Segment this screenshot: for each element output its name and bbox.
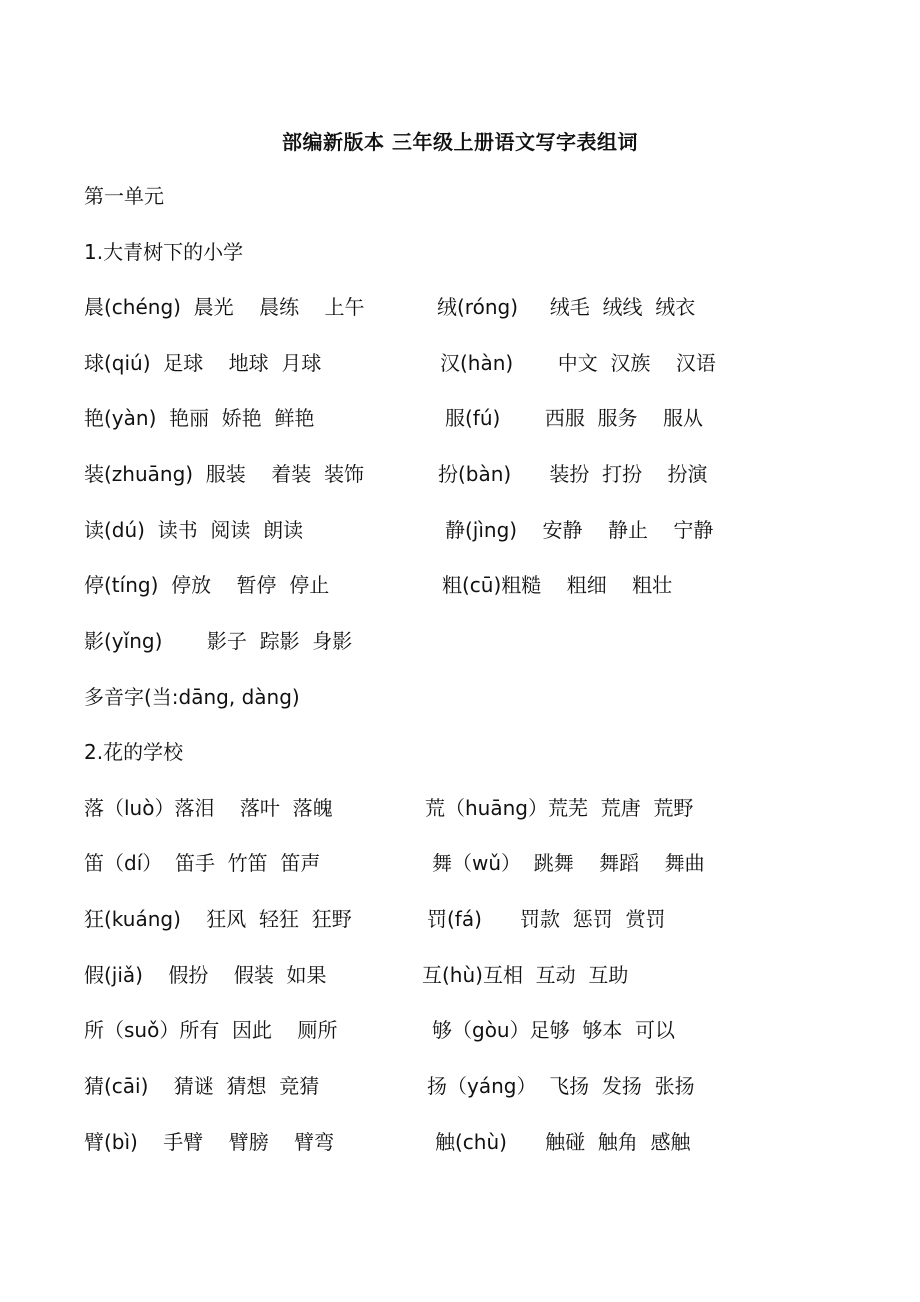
lesson2-row4-left: 假(jiǎ) 假扮 假装 如果 <box>84 963 327 987</box>
unit-heading: 第一单元 <box>84 184 164 208</box>
lesson2-row7-left: 臂(bì) 手臂 臂膀 臂弯 <box>84 1130 335 1154</box>
lesson1-row3-right: 服(fú) 西服 服务 服从 <box>445 406 703 430</box>
lesson1-row6-right: 粗(cū)粗糙 粗细 粗壮 <box>442 573 673 597</box>
lesson2-row3-right: 罚(fá) 罚款 惩罚 赏罚 <box>427 907 666 931</box>
lesson2-row6-left: 猜(cāi) 猜谜 猜想 竞猜 <box>84 1074 320 1098</box>
lesson2-row2-right: 舞（wǔ） 跳舞 舞蹈 舞曲 <box>432 851 705 875</box>
lesson1-row2-right: 汉(hàn) 中文 汉族 汉语 <box>440 351 716 375</box>
lesson2-row1-right: 荒（huāng）荒芜 荒唐 荒野 <box>425 796 694 820</box>
lesson2-row2-left: 笛（dí） 笛手 竹笛 笛声 <box>84 851 321 875</box>
page-title: 部编新版本 三年级上册语文写字表组词 <box>282 130 638 154</box>
lesson1-row5-left: 读(dú) 读书 阅读 朗读 <box>84 518 304 542</box>
lesson1-heading: 1.大青树下的小学 <box>84 240 244 264</box>
lesson1-row4-right: 扮(bàn) 装扮 打扮 扮演 <box>438 462 708 486</box>
lesson2-row3-left: 狂(kuáng) 狂风 轻狂 狂野 <box>84 907 352 931</box>
lesson2-row5-left: 所（suǒ）所有 因此 厕所 <box>84 1018 338 1042</box>
lesson2-row1-left: 落（luò）落泪 落叶 落魄 <box>84 796 333 820</box>
lesson1-row1-left: 晨(chéng) 晨光 晨练 上午 <box>84 295 365 319</box>
lesson1-row4-left: 装(zhuāng) 服装 着装 装饰 <box>84 462 364 486</box>
lesson1-row1-right: 绒(róng) 绒毛 绒线 绒衣 <box>437 295 696 319</box>
lesson2-heading: 2.花的学校 <box>84 740 184 764</box>
lesson2-row4-right: 互(hù)互相 互动 互助 <box>422 963 629 987</box>
lesson2-row7-right: 触(chù) 触碰 触角 感触 <box>435 1130 691 1154</box>
lesson2-row6-right: 扬（yáng） 飞扬 发扬 张扬 <box>427 1074 695 1098</box>
lesson1-row3-left: 艳(yàn) 艳丽 娇艳 鲜艳 <box>84 406 315 430</box>
lesson2-row5-right: 够（gòu）足够 够本 可以 <box>432 1018 676 1042</box>
lesson1-row5-right: 静(jìng) 安静 静止 宁静 <box>445 518 714 542</box>
lesson1-row6-left: 停(tíng) 停放 暂停 停止 <box>84 573 330 597</box>
lesson1-row2-left: 球(qiú) 足球 地球 月球 <box>84 351 322 375</box>
lesson1-row7-left: 影(yǐng) 影子 踪影 身影 <box>84 629 353 653</box>
lesson1-note: 多音字(当:dāng, dàng) <box>84 685 300 709</box>
